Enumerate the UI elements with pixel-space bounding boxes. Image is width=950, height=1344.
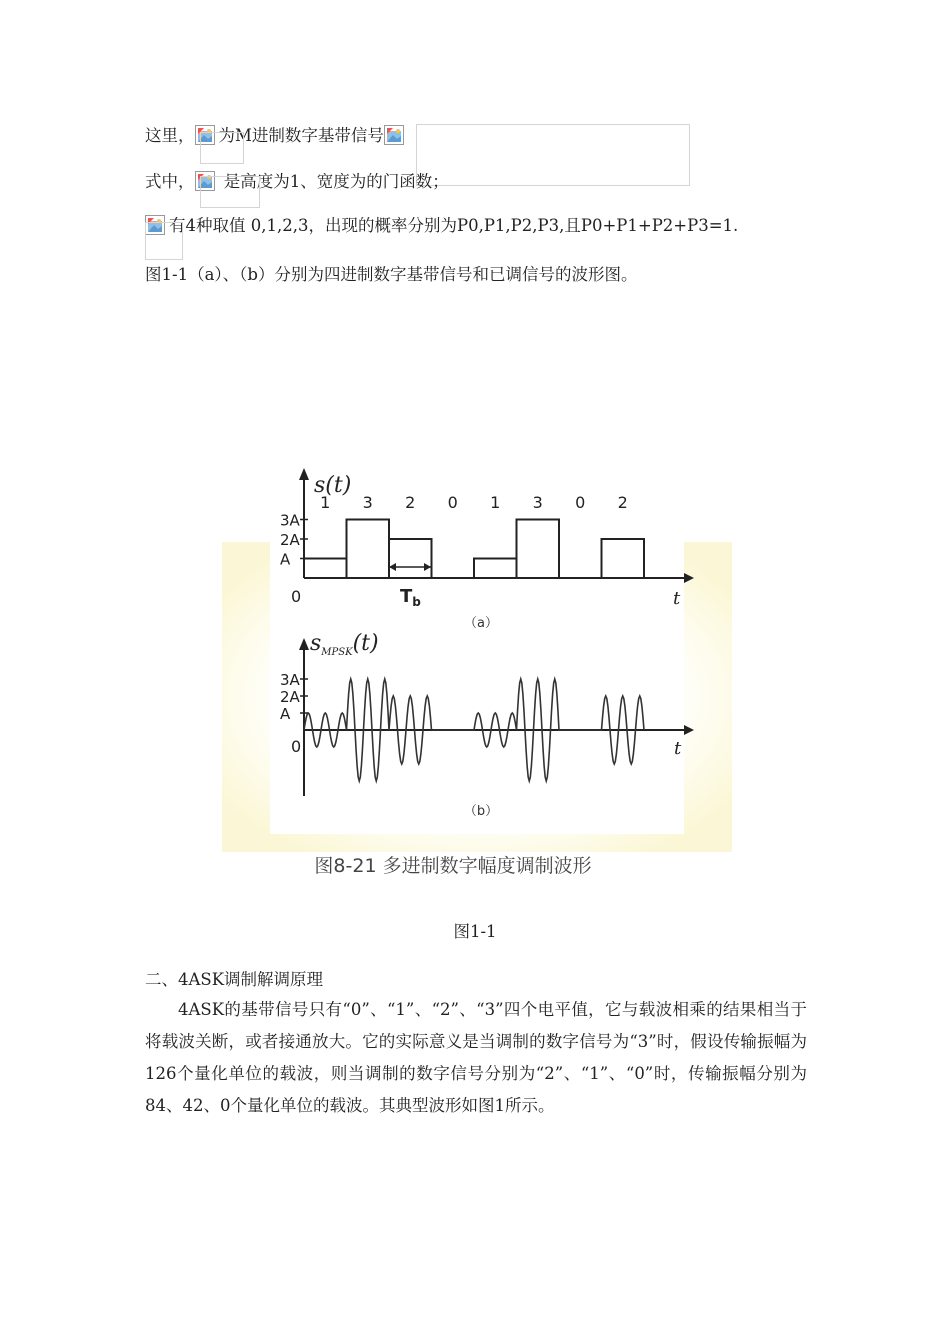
text-l2-post: 是高度为1、宽度为的门函数；	[223, 172, 449, 191]
origin-label-b: 0	[291, 737, 302, 756]
symbol-label: 3	[362, 493, 373, 512]
panel-b-label: （b）	[463, 804, 499, 819]
body-paragraph: 4ASK的基带信号只有“0”、“1”、“2”、“3”四个电平值，它与载波相乘的结果相当于将载波关断，或者接通放大。它的实际意义是当调制的数字信号为“3”时，假设传输振幅为126个量化单位的载波，则当调制的数字信号分别为“2”、“1”、“0”时，传输振幅分别为84、42、0个量化单位的载波。其典型波形如图1所示。	[145, 1000, 807, 1115]
text-line-4: 图1-1（a）、（b）分别为四进制数字基带信号和已调信号的波形图。	[145, 265, 638, 284]
tick-label-b: 3A	[280, 671, 300, 689]
symbol-label: 2	[617, 493, 628, 512]
symbol-label: 2	[405, 493, 416, 512]
waveform-figure	[222, 462, 732, 902]
image-placeholder-frame	[200, 176, 260, 208]
text-l2-pre: 式中，	[145, 172, 195, 191]
image-placeholder-frame	[145, 222, 183, 260]
text-line-3	[145, 214, 738, 238]
figure-caption: 图1-1	[453, 922, 497, 941]
section-title: 二、4ASK调制解调原理	[145, 970, 324, 989]
tick-label-a: 2A	[280, 531, 300, 549]
symbol-label: 0	[447, 493, 458, 512]
image-placeholder-frame	[200, 132, 244, 164]
xlabel-a: t	[673, 588, 681, 609]
waveform-figure-svg	[222, 462, 732, 902]
figure-inner-caption: 图8-21 多进制数字幅度调制波形	[314, 855, 592, 877]
broken-image-icon	[384, 125, 404, 145]
image-placeholder-frame	[416, 124, 690, 186]
symbol-label: 1	[320, 493, 331, 512]
symbol-label: 1	[490, 493, 501, 512]
ylabel-b: $s_{MPSK}(t)$	[310, 631, 379, 658]
text-l1-post: 为M进制数字基带信号	[218, 126, 384, 145]
xlabel-b: t	[674, 738, 682, 759]
tick-label-b: 2A	[280, 688, 300, 706]
symbol-label: 0	[575, 493, 586, 512]
text-l3-post: 有4种取值 0,1,2,3，出现的概率分别为P0,P1,P2,P3,且P0+P1+P2+P3=1.	[169, 216, 739, 235]
text-l1-pre: 这里，	[145, 126, 195, 145]
ylabel-a: s(t)	[314, 473, 352, 498]
text-line-1	[145, 124, 408, 148]
period-label: $T_b$	[400, 586, 421, 609]
symbol-label: 3	[532, 493, 543, 512]
tick-label-a: 3A	[280, 511, 300, 530]
panel-a-label: （a）	[464, 616, 498, 631]
text-line-2	[145, 170, 449, 194]
tick-label-a: A	[280, 550, 291, 569]
tick-label-b: A	[280, 705, 291, 723]
origin-label-a: 0	[291, 587, 302, 606]
